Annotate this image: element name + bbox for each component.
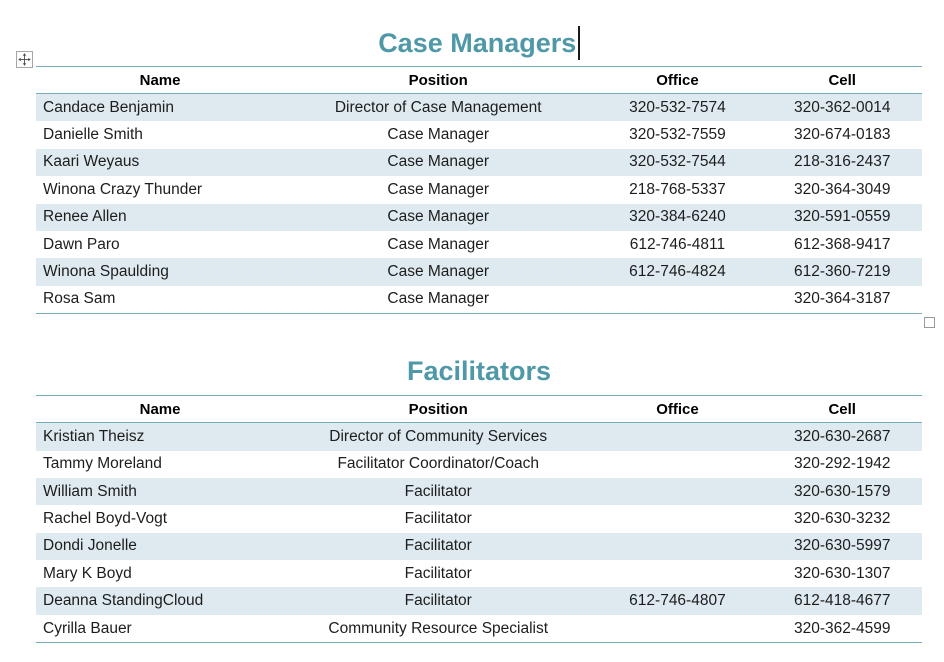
- cell-position[interactable]: Director of Case Management: [334, 98, 542, 116]
- cell-cell[interactable]: 612-368-9417: [793, 235, 891, 253]
- cell-cell[interactable]: 320-630-3232: [793, 509, 891, 527]
- cell-position[interactable]: Case Manager: [387, 290, 490, 308]
- cell-office[interactable]: 612-746-4811: [629, 235, 726, 253]
- table-row[interactable]: [36, 121, 922, 148]
- table-row[interactable]: [36, 176, 922, 203]
- cell-name[interactable]: Winona Spaulding: [43, 263, 169, 281]
- cell-position[interactable]: Facilitator: [404, 537, 472, 555]
- cell-cell[interactable]: 320-630-1307: [793, 564, 891, 582]
- cell-name[interactable]: Rosa Sam: [43, 290, 116, 308]
- case-managers-title[interactable]: Case Managers: [378, 28, 577, 58]
- column-header-position[interactable]: Position: [408, 400, 468, 418]
- cell-cell[interactable]: 320-630-1579: [793, 482, 891, 500]
- cell-cell[interactable]: 320-630-2687: [793, 427, 891, 445]
- table-row[interactable]: [36, 149, 922, 176]
- column-header-cell[interactable]: Cell: [828, 71, 856, 89]
- facilitators-title[interactable]: Facilitators: [406, 356, 552, 387]
- column-header-name[interactable]: Name: [139, 400, 181, 418]
- cell-name[interactable]: Dondi Jonelle: [43, 537, 137, 555]
- case-managers-table-body: [36, 94, 922, 314]
- cell-name[interactable]: Tammy Moreland: [43, 455, 162, 473]
- column-header-office[interactable]: Office: [656, 71, 699, 89]
- cell-position[interactable]: Facilitator: [404, 564, 472, 582]
- cell-name[interactable]: William Smith: [43, 482, 137, 500]
- cell-cell[interactable]: 320-292-1942: [793, 455, 891, 473]
- table-row[interactable]: [36, 560, 922, 587]
- cell-name[interactable]: Rachel Boyd-Vogt: [43, 509, 168, 527]
- facilitators-section: [36, 326, 922, 643]
- case-managers-section: [36, 0, 922, 314]
- cell-position[interactable]: Case Manager: [387, 153, 490, 171]
- cell-position[interactable]: Facilitator Coordinator/Coach: [337, 455, 540, 473]
- cell-cell[interactable]: 612-360-7219: [793, 263, 891, 281]
- table-move-handle[interactable]: [16, 51, 33, 68]
- cell-position[interactable]: Case Manager: [387, 126, 490, 144]
- column-header-name[interactable]: Name: [139, 71, 181, 89]
- cell-position[interactable]: Community Resource Specialist: [328, 619, 549, 637]
- table-row[interactable]: [36, 423, 922, 450]
- table-row[interactable]: [36, 204, 922, 231]
- table-row[interactable]: [36, 231, 922, 258]
- cell-name[interactable]: Renee Allen: [43, 208, 127, 226]
- case-managers-header-row: [36, 66, 922, 94]
- cell-cell[interactable]: 320-591-0559: [793, 208, 891, 226]
- table-row[interactable]: [36, 505, 922, 532]
- cell-name[interactable]: Dawn Paro: [43, 235, 120, 253]
- cell-name[interactable]: Danielle Smith: [43, 126, 143, 144]
- cell-cell[interactable]: 320-674-0183: [793, 126, 891, 144]
- table-resize-handle[interactable]: [924, 317, 935, 328]
- text-cursor: [578, 26, 580, 60]
- cell-cell[interactable]: 218-316-2437: [793, 153, 891, 171]
- cell-office[interactable]: 612-746-4807: [629, 592, 726, 610]
- table-row[interactable]: [36, 533, 922, 560]
- cell-cell[interactable]: 320-362-4599: [793, 619, 891, 637]
- table-row[interactable]: [36, 615, 922, 642]
- cell-name[interactable]: Cyrilla Bauer: [43, 619, 132, 637]
- cell-name[interactable]: Mary K Boyd: [43, 564, 132, 582]
- facilitators-table-body: [36, 423, 922, 643]
- cell-office[interactable]: 320-532-7544: [629, 153, 726, 171]
- table-row[interactable]: [36, 94, 922, 121]
- document-content: [36, 0, 922, 643]
- cell-name[interactable]: Candace Benjamin: [43, 98, 174, 116]
- cell-office[interactable]: 320-384-6240: [629, 208, 726, 226]
- table-row[interactable]: [36, 286, 922, 313]
- cell-cell[interactable]: 320-364-3049: [793, 180, 891, 198]
- cell-cell[interactable]: 320-630-5997: [793, 537, 891, 555]
- cell-name[interactable]: Deanna StandingCloud: [43, 592, 204, 610]
- column-header-cell[interactable]: Cell: [828, 400, 856, 418]
- move-arrows-icon: [18, 53, 31, 66]
- cell-cell[interactable]: 612-418-4677: [793, 592, 891, 610]
- cell-name[interactable]: Kaari Weyaus: [43, 153, 140, 171]
- cell-position[interactable]: Case Manager: [387, 235, 490, 253]
- cell-cell[interactable]: 320-364-3187: [793, 290, 891, 308]
- cell-office[interactable]: 218-768-5337: [629, 180, 726, 198]
- cell-position[interactable]: Case Manager: [387, 180, 490, 198]
- table-row[interactable]: [36, 451, 922, 478]
- cell-position[interactable]: Facilitator: [404, 592, 472, 610]
- cell-office[interactable]: 320-532-7559: [629, 126, 726, 144]
- facilitators-title-row: [36, 326, 922, 388]
- case-managers-title-row: [36, 0, 922, 60]
- table-row[interactable]: [36, 258, 922, 285]
- cell-cell[interactable]: 320-362-0014: [793, 98, 891, 116]
- cell-name[interactable]: Kristian Theisz: [43, 427, 145, 445]
- cell-position[interactable]: Facilitator: [404, 509, 472, 527]
- cell-position[interactable]: Director of Community Services: [329, 427, 548, 445]
- column-header-position[interactable]: Position: [408, 71, 468, 89]
- column-header-office[interactable]: Office: [656, 400, 699, 418]
- cell-name[interactable]: Winona Crazy Thunder: [43, 180, 203, 198]
- cell-position[interactable]: Case Manager: [387, 208, 490, 226]
- cell-position[interactable]: Case Manager: [387, 263, 490, 281]
- cell-position[interactable]: Facilitator: [404, 482, 472, 500]
- table-row[interactable]: [36, 478, 922, 505]
- cell-office[interactable]: 320-532-7574: [629, 98, 726, 116]
- facilitators-header-row: [36, 395, 922, 423]
- table-row[interactable]: [36, 587, 922, 614]
- cell-office[interactable]: 612-746-4824: [629, 263, 726, 281]
